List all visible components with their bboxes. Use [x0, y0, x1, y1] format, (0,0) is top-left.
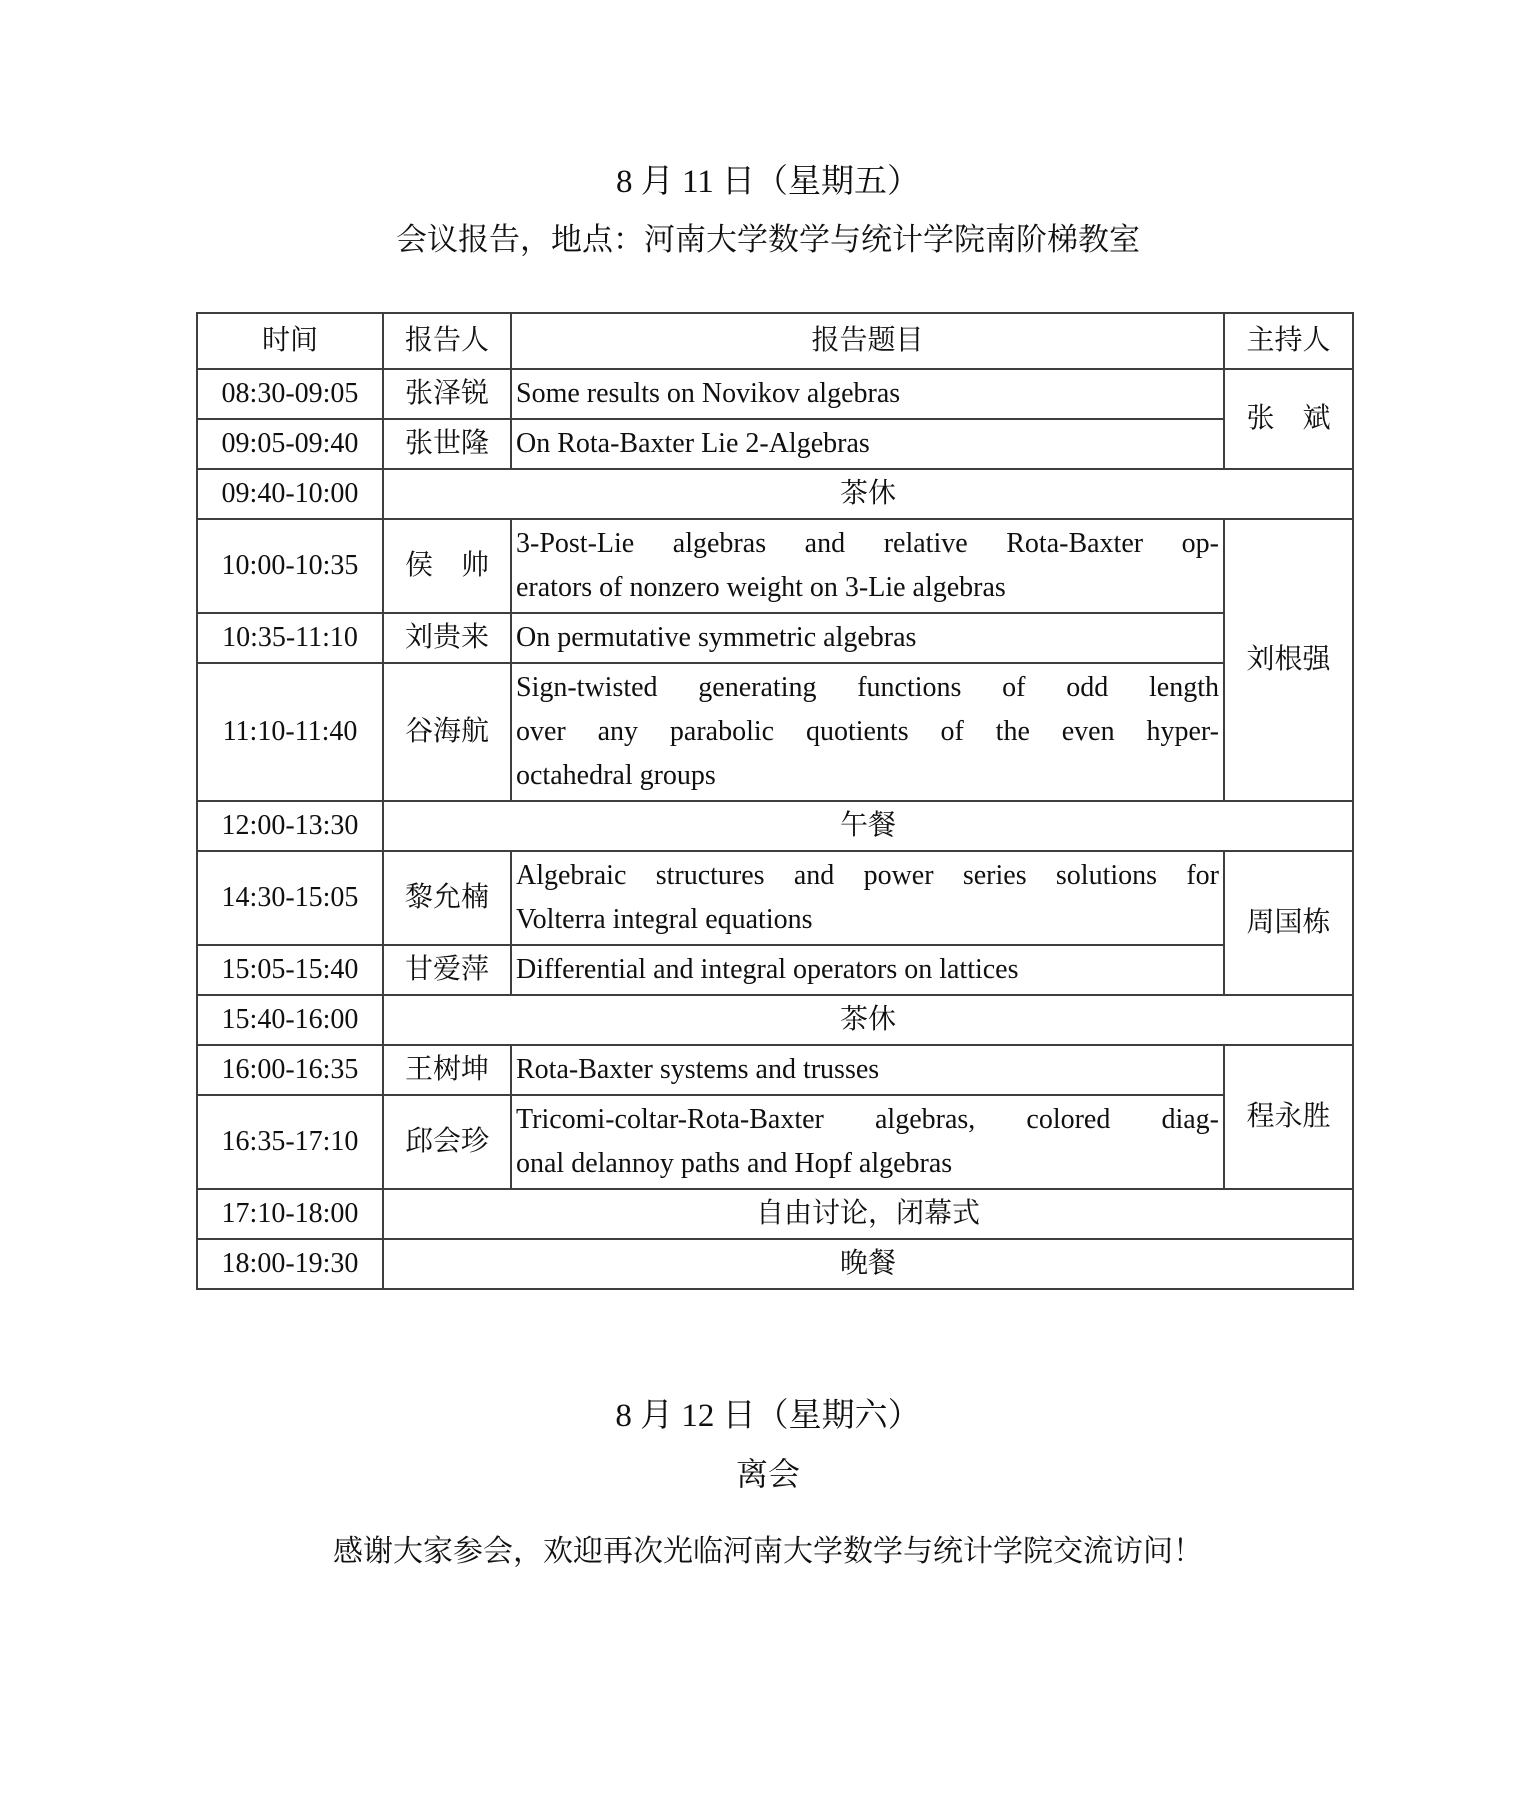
title-line: octahedral groups — [516, 760, 716, 791]
table-row — [197, 851, 1353, 945]
break-cell: 自由讨论，闭幕式 — [383, 1189, 1353, 1239]
time-cell: 15:05-15:40 — [197, 945, 383, 995]
header-row — [197, 313, 1353, 369]
time-cell: 09:05-09:40 — [197, 419, 383, 469]
table-row — [197, 369, 1353, 419]
next-day-title: 8 月 12 日（星期六） — [615, 1398, 921, 1434]
schedule-table — [196, 312, 1354, 1290]
table-row — [197, 469, 1353, 519]
speaker-cell: 张世隆 — [383, 419, 511, 469]
col-header-chair: 主持人 — [1224, 313, 1353, 369]
title-line: Tricomi-coltar-Rota-Baxter algebras, colored diag- — [516, 1104, 1219, 1135]
time-cell: 17:10-18:00 — [197, 1189, 383, 1239]
schedule-table-head — [197, 313, 1353, 369]
title-line: Algebraic structures and power series solutions for — [516, 860, 1219, 891]
closing-note: 感谢大家参会，欢迎再次光临河南大学数学与统计学院交流访问！ — [333, 1535, 1203, 1568]
title-cell — [511, 519, 1224, 613]
col-header-title: 报告题目 — [511, 313, 1224, 369]
table-row — [197, 613, 1353, 663]
speaker-cell: 甘爱萍 — [383, 945, 511, 995]
chair-cell: 张 斌 — [1224, 369, 1353, 469]
time-cell: 10:35-11:10 — [197, 613, 383, 663]
table-row — [197, 419, 1353, 469]
page-title: 8 月 11 日（星期五） — [615, 164, 921, 200]
title-cell — [511, 945, 1224, 995]
title-cell — [511, 1095, 1224, 1189]
table-row — [197, 663, 1353, 801]
time-cell: 08:30-09:05 — [197, 369, 383, 419]
time-cell: 15:40-16:00 — [197, 995, 383, 1045]
title-cell — [511, 851, 1224, 945]
col-header-speaker: 报告人 — [383, 313, 511, 369]
speaker-cell: 张泽锐 — [383, 369, 511, 419]
table-row — [197, 1045, 1353, 1095]
speaker-cell: 侯 帅 — [383, 519, 511, 613]
time-cell: 18:00-19:30 — [197, 1239, 383, 1289]
title-line: onal delannoy paths and Hopf algebras — [516, 1148, 953, 1179]
title-cell — [511, 1045, 1224, 1095]
page-subtitle: 会议报告，地点：河南大学数学与统计学院南阶梯教室 — [396, 222, 1140, 257]
speaker-cell: 谷海航 — [383, 663, 511, 801]
chair-cell: 刘根强 — [1224, 519, 1353, 801]
chair-cell: 程永胜 — [1224, 1045, 1353, 1189]
table-row — [197, 1239, 1353, 1289]
title-cell — [511, 663, 1224, 801]
table-row — [197, 945, 1353, 995]
title-line: over any parabolic quotients of the even hyper- — [516, 716, 1219, 747]
break-cell: 茶休 — [383, 469, 1353, 519]
title-cell — [511, 419, 1224, 469]
title-line: Volterra integral equations — [516, 904, 813, 935]
title-line: On permutative symmetric algebras — [516, 622, 917, 653]
title-line: Some results on Novikov algebras — [516, 378, 901, 409]
title-cell — [511, 369, 1224, 419]
break-cell: 午餐 — [383, 801, 1353, 851]
col-header-time: 时间 — [197, 313, 383, 369]
table-row — [197, 1189, 1353, 1239]
chair-cell: 周国栋 — [1224, 851, 1353, 995]
time-cell: 16:00-16:35 — [197, 1045, 383, 1095]
speaker-cell: 刘贵来 — [383, 613, 511, 663]
title-line: On Rota-Baxter Lie 2-Algebras — [516, 428, 870, 459]
title-cell — [511, 613, 1224, 663]
break-cell: 茶休 — [383, 995, 1353, 1045]
table-row — [197, 801, 1353, 851]
next-day-event: 离会 — [735, 1456, 800, 1492]
time-cell: 11:10-11:40 — [197, 663, 383, 801]
break-cell: 晚餐 — [383, 1239, 1353, 1289]
time-cell: 16:35-17:10 — [197, 1095, 383, 1189]
speaker-cell: 黎允楠 — [383, 851, 511, 945]
time-cell: 09:40-10:00 — [197, 469, 383, 519]
time-cell: 10:00-10:35 — [197, 519, 383, 613]
table-row — [197, 1095, 1353, 1189]
speaker-cell: 王树坤 — [383, 1045, 511, 1095]
time-cell: 14:30-15:05 — [197, 851, 383, 945]
table-row — [197, 519, 1353, 613]
title-line: Rota-Baxter systems and trusses — [516, 1054, 880, 1085]
speaker-cell: 邱会珍 — [383, 1095, 511, 1189]
time-cell: 12:00-13:30 — [197, 801, 383, 851]
title-line: Sign-twisted generating functions of odd length — [516, 672, 1219, 703]
title-line: erators of nonzero weight on 3-Lie algebras — [516, 572, 1006, 603]
title-line: Differential and integral operators on lattices — [516, 954, 1019, 985]
table-row — [197, 995, 1353, 1045]
schedule-table-body — [197, 369, 1353, 1289]
title-line: 3-Post-Lie algebras and relative Rota-Baxter op- — [516, 528, 1219, 559]
